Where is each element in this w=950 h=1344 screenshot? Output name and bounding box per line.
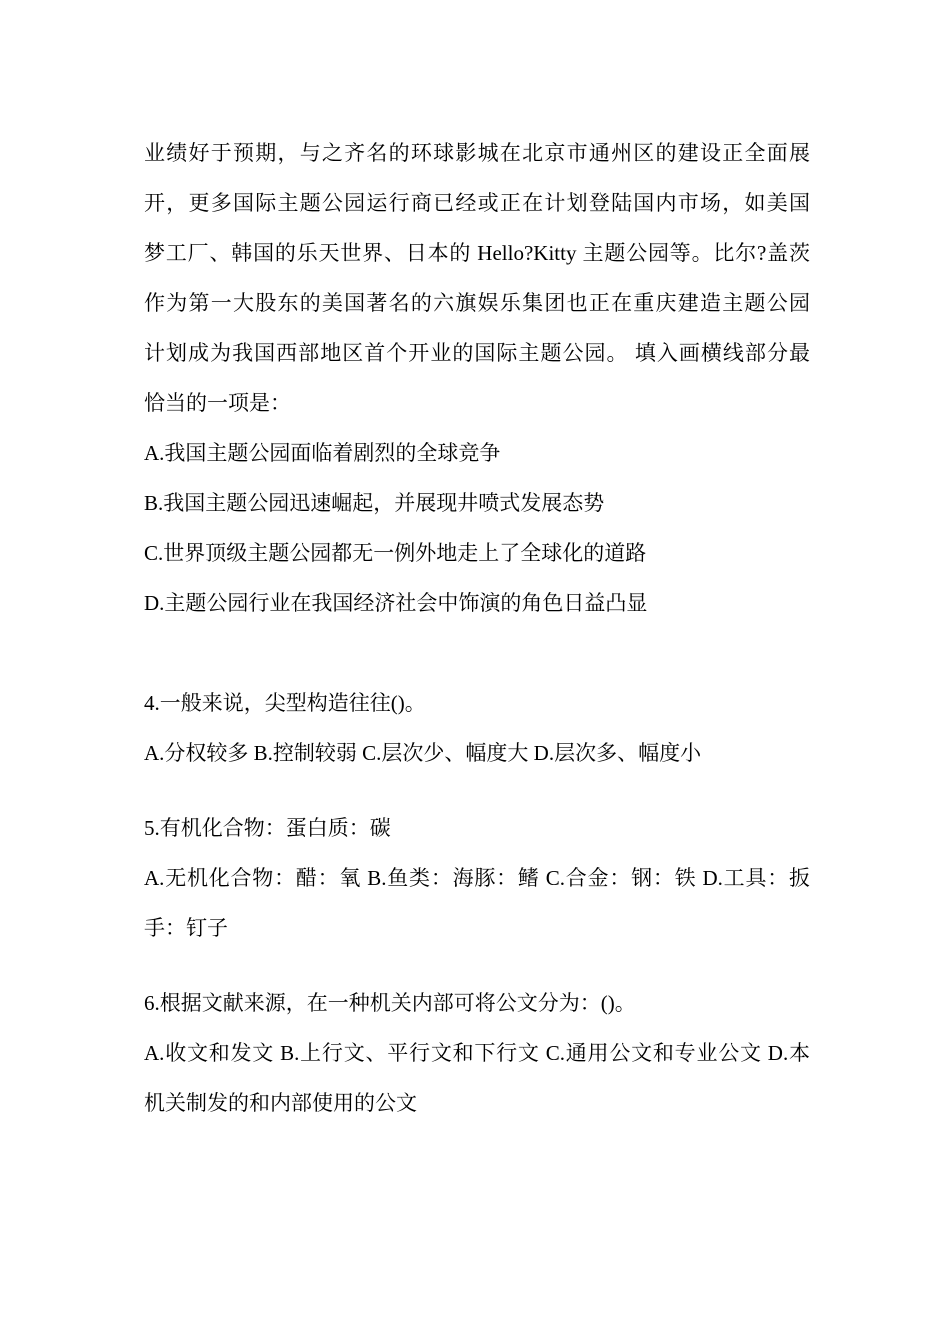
question-4-options: A.分权较多 B.控制较弱 C.层次少、幅度大 D.层次多、幅度小 [144, 741, 702, 765]
document-content [144, 128, 810, 1128]
question-5-stem: 5.有机化合物：蛋白质：碳 [144, 816, 391, 840]
question-6-stem: 6.根据文献来源，在一种机关内部可将公文分为：()。 [144, 991, 636, 1015]
question-4 [144, 678, 810, 778]
passage-line: 梦工厂、韩国的乐天世界、日本的 Hello?Kitty 主题公园等。比尔?盖茨 [144, 241, 810, 265]
option-c: C.世界顶级主题公园都无一例外地走上了全球化的道路 [144, 541, 647, 565]
passage-continuation [144, 128, 810, 428]
question-5-options: A.无机化合物：醋：氧 B.鱼类：海豚：鳍 C.合金：钢：铁 D.工具：扳 [144, 866, 810, 890]
passage-line: 恰当的一项是： [144, 391, 291, 415]
section-gap [144, 778, 810, 803]
question-5-options-cont: 手：钉子 [144, 916, 228, 940]
option-b: B.我国主题公园迅速崛起，并展现井喷式发展态势 [144, 491, 605, 515]
question-6-options: A.收文和发文 B.上行文、平行文和下行文 C.通用公文和专业公文 D.本 [144, 1041, 810, 1065]
section-gap [144, 953, 810, 978]
option-d: D.主题公园行业在我国经济社会中饰演的角色日益凸显 [144, 591, 648, 615]
passage-options [144, 428, 810, 628]
section-gap [144, 628, 810, 678]
question-6-options-cont: 机关制发的和内部使用的公文 [144, 1091, 417, 1115]
question-4-stem: 4.一般来说，尖型构造往往()。 [144, 691, 426, 715]
passage-line: 业绩好于预期，与之齐名的环球影城在北京市通州区的建设正全面展 [144, 141, 810, 165]
passage-line: 开，更多国际主题公园运行商已经或正在计划登陆国内市场，如美国 [144, 191, 810, 215]
passage-line: 作为第一大股东的美国著名的六旗娱乐集团也正在重庆建造主题公园 [144, 291, 810, 315]
question-5 [144, 803, 810, 953]
question-6 [144, 978, 810, 1128]
passage-line: 计划成为我国西部地区首个开业的国际主题公园。 填入画横线部分最 [144, 341, 810, 365]
option-a: A.我国主题公园面临着剧烈的全球竞争 [144, 441, 501, 465]
